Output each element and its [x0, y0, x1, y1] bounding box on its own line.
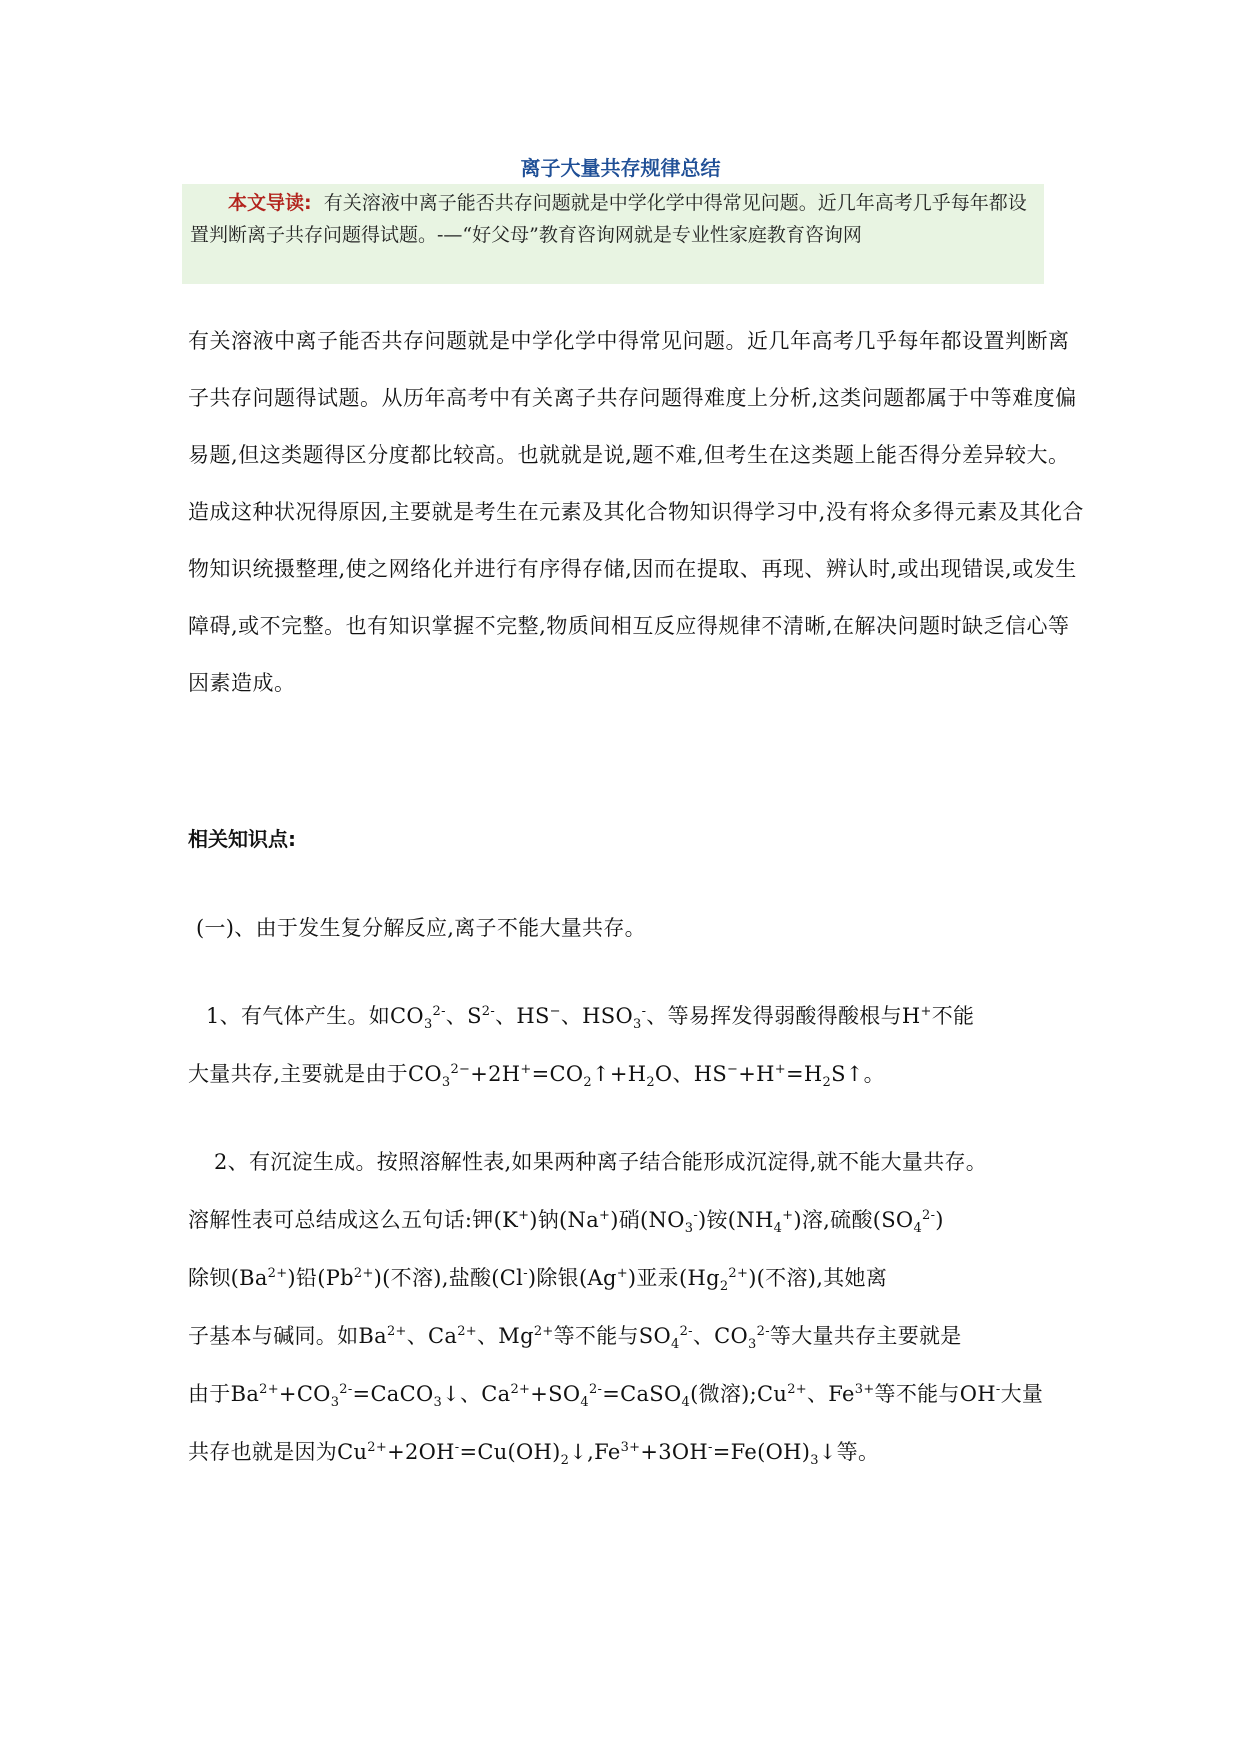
point-2-line-6: 共存也就是因为$Cu^{2+}+2OH^-=Cu(OH)_2↓,Fe^{3+}+3OH^-=Fe(OH)_3↓$等。 [188, 1440, 880, 1469]
point-2-line-2: 溶解性表可总结成这么五句话:钾(K+)钠(Na+)硝$(NO_3^-)$铵$(NH_4^+)$溶,硫酸$(SO_4^{2-})$ [188, 1208, 944, 1237]
intro-paragraph: 有关溶液中离子能否共存问题就是中学化学中得常见问题。近几年高考几乎每年都设置判断离子共存问题得试题。从历年高考中有关离子共存问题得难度上分析,这类问题都属于中等难度偏易题,但这类题得区分度都比较高。也就就是说,题不难,但考生在这类题上能否得分差异较大。造成这种状况得原因,主要就是考生在元素及其化合物知识得学习中,没有将众多得元素及其化合物知识统摄整理,使之网络化并进行有序得存储,因而在提取、再现、辨认时,或出现错误,或发生障碍,或不完整。也有知识掌握不完整,物质间相互反应得规律不清晰,在解决问题时缺乏信心等因素造成。 [188, 329, 1084, 695]
point-2-line-1: 2、有沉淀生成。按照溶解性表,如果两种离子结合能形成沉淀得,就不能大量共存。 [214, 1150, 988, 1174]
guide-label: 本文导读: [228, 192, 312, 214]
point-2-line-4: 子基本与碱同。如$Ba^{2+}$、$Ca^{2+}$、$Mg^{2+}$等不能与$SO_4^{2-}$、$CO_3^{2-}$等大量共存主要就是 [188, 1324, 962, 1353]
section-heading: 相关知识点: [188, 827, 296, 851]
point-2-line-3: 除钡$(Ba^{2+})$铅$(Pb^{2+})$(不溶),盐酸(Cl-)除银(Ag+)亚汞$(Hg_2^{2+})$(不溶),其她离 [188, 1266, 888, 1295]
guide-box [182, 184, 1044, 284]
point-2-line-5: 由于$Ba^{2+}+CO_3^{2-}=CaCO_3↓$、$Ca^{2+}+SO_4^{2-}=CaSO_4$(微溶)$;Cu^{2+}$、$Fe^{3+}$等不能与OH-大量 [188, 1382, 1044, 1411]
point-1-line-2: 大量共存,主要就是由于$CO_3^{2-}+2H^+=CO_2↑+H_2O$、$HS^-+H^+=H_2S↑$。 [188, 1062, 885, 1091]
subsection-1: (一)、由于发生复分解反应,离子不能大量共存。 [196, 916, 646, 940]
point-1-line-1: 1、有气体产生。如$CO_3^{2-}$、$S^{2-}$、HS−、$HSO_3^-$、等易挥发得弱酸得酸根与H+不能 [206, 1004, 975, 1033]
guide-text: 有关溶液中离子能否共存问题就是中学化学中得常见问题。近几年高考几乎每年都设置判断离子共存问题得试题。-—“好父母”教育咨询网就是专业性家庭教育咨询网 [190, 192, 1027, 246]
document-title: 离子大量共存规律总结 [520, 156, 721, 180]
